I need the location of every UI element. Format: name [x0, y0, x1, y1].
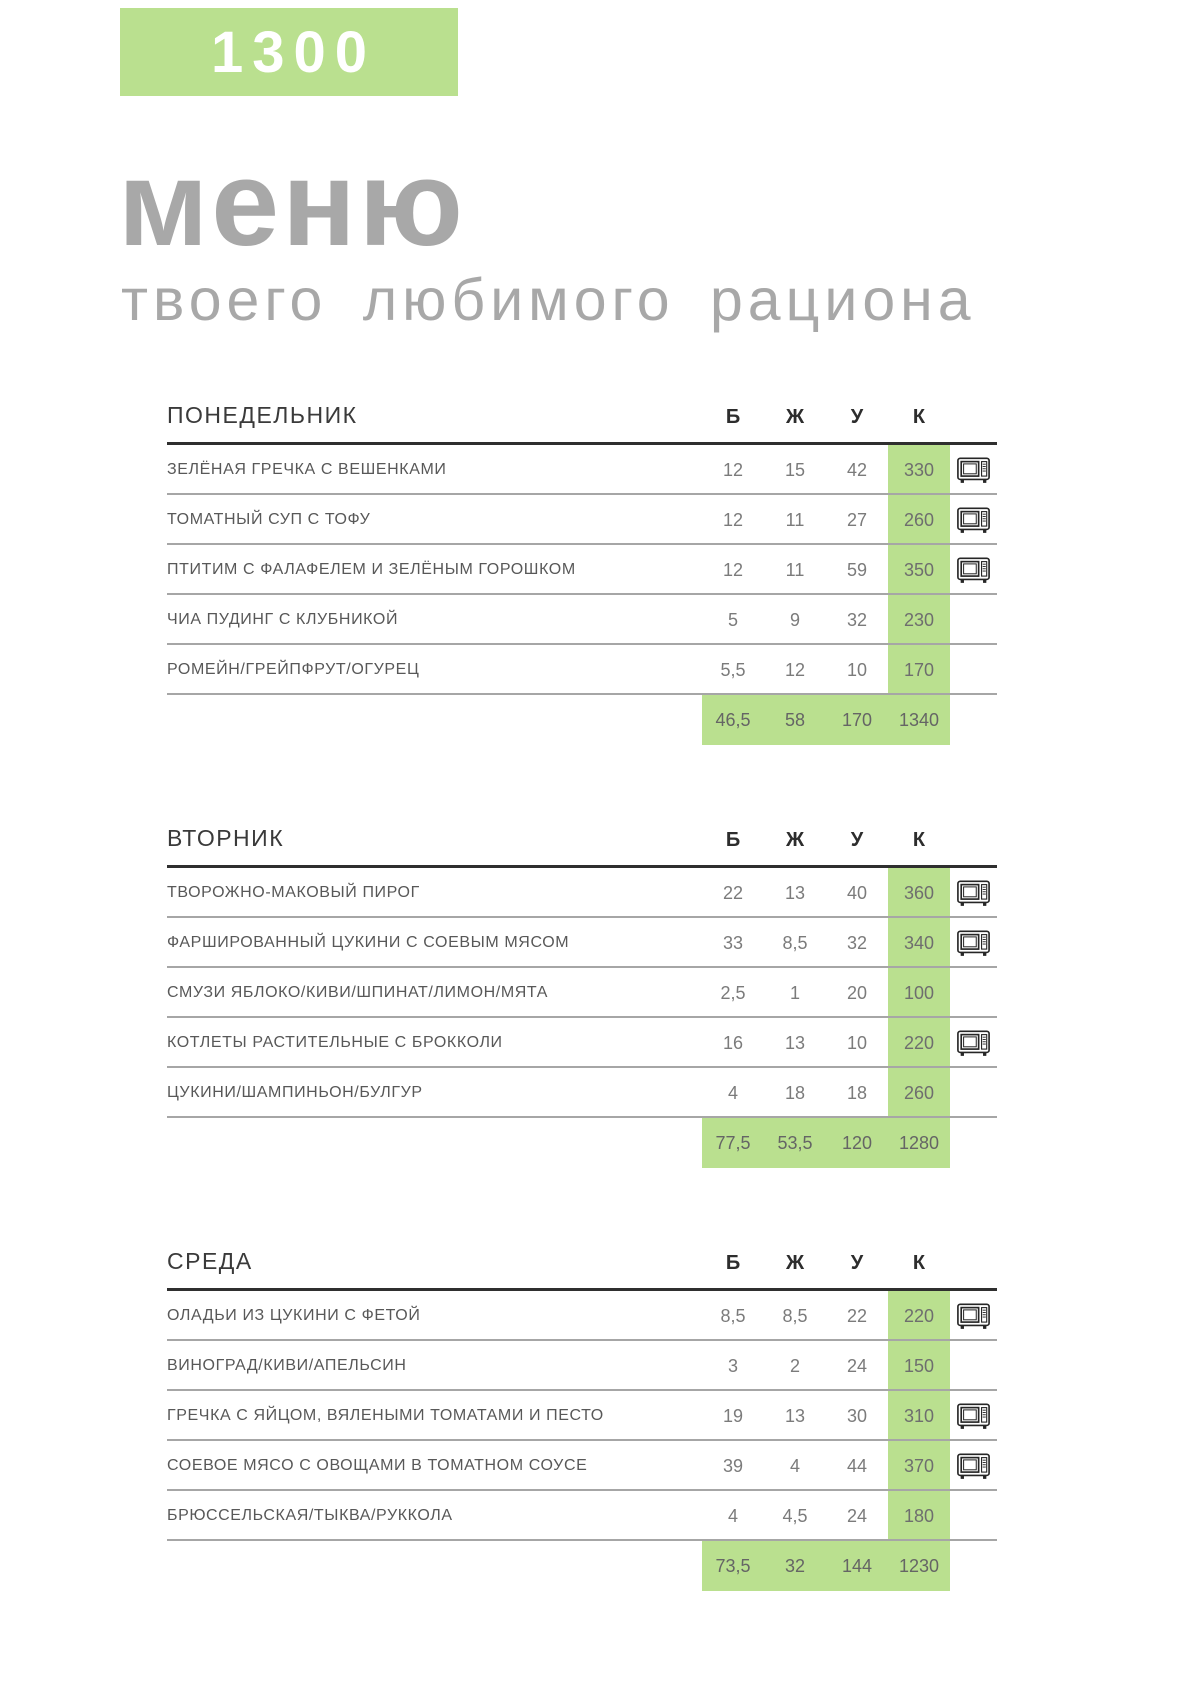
- column-header-calories: К: [912, 406, 926, 428]
- protein-value: 39: [722, 1455, 744, 1476]
- heat-icon-cell: [950, 1303, 997, 1330]
- totals-row: [167, 695, 997, 745]
- calories-value: 350: [888, 545, 950, 595]
- column-header-protein: Б: [725, 829, 741, 851]
- fat-value: 2: [789, 1355, 800, 1376]
- dish-name: СМУЗИ ЯБЛОКО/КИВИ/ШПИНАТ/ЛИМОН/МЯТА: [167, 984, 549, 1001]
- total-protein: 46,5: [702, 695, 764, 745]
- day-table: [167, 1235, 997, 1591]
- column-header-protein: Б: [725, 1252, 741, 1274]
- dish-name: ОЛАДЬИ ИЗ ЦУКИНИ С ФЕТОЙ: [167, 1307, 421, 1324]
- protein-value: 19: [722, 1405, 744, 1426]
- carbs-value: 40: [846, 882, 868, 903]
- dish-name: ЦУКИНИ/ШАМПИНЬОН/БУЛГУР: [167, 1084, 423, 1101]
- heat-icon-cell: [950, 930, 997, 957]
- dish-name: СОЕВОЕ МЯСО С ОВОЩАМИ В ТОМАТНОМ СОУСЕ: [167, 1457, 588, 1474]
- protein-value: 16: [722, 1032, 744, 1053]
- day-name: СРЕДА: [167, 1248, 253, 1274]
- carbs-value: 22: [846, 1305, 868, 1326]
- dish-name: РОМЕЙН/ГРЕЙПФРУТ/ОГУРЕЦ: [167, 661, 420, 678]
- calories-value: 260: [888, 1068, 950, 1118]
- calories-value: 360: [888, 868, 950, 918]
- heat-icon-cell: [950, 457, 997, 484]
- carbs-value: 32: [846, 609, 868, 630]
- carbs-value: 27: [846, 509, 868, 530]
- calories-value: 330: [888, 445, 950, 495]
- table-header: [167, 1235, 997, 1291]
- carbs-value: 32: [846, 932, 868, 953]
- microwave-icon: [957, 1030, 990, 1057]
- dish-name: БРЮССЕЛЬСКАЯ/ТЫКВА/РУККОЛА: [167, 1507, 453, 1524]
- fat-value: 8,5: [782, 932, 808, 953]
- total-carbs: 170: [826, 695, 888, 745]
- total-calories: 1340: [888, 695, 950, 745]
- microwave-icon: [957, 507, 990, 534]
- table-row: [167, 1068, 997, 1118]
- column-header-protein: Б: [725, 406, 741, 428]
- dish-name: ПТИТИМ С ФАЛАФЕЛЕМ И ЗЕЛЁНЫМ ГОРОШКОМ: [167, 561, 576, 578]
- microwave-icon: [957, 1403, 990, 1430]
- protein-value: 12: [722, 509, 744, 530]
- day-name: ВТОРНИК: [167, 825, 285, 851]
- heat-icon-cell: [950, 557, 997, 584]
- microwave-icon: [957, 1303, 990, 1330]
- fat-value: 18: [784, 1082, 806, 1103]
- dish-name: ТВОРОЖНО-МАКОВЫЙ ПИРОГ: [167, 884, 420, 901]
- protein-value: 5,5: [720, 659, 746, 680]
- column-header-fat: Ж: [785, 406, 805, 428]
- heat-icon-cell: [950, 1030, 997, 1057]
- heat-icon-cell: [950, 1453, 997, 1480]
- protein-value: 4: [727, 1505, 738, 1526]
- fat-value: 4: [789, 1455, 800, 1476]
- table-row: [167, 495, 997, 545]
- calories-value: 260: [888, 495, 950, 545]
- table-row: [167, 645, 997, 695]
- heat-icon-cell: [950, 880, 997, 907]
- calories-value: 170: [888, 645, 950, 695]
- table-row: [167, 1391, 997, 1441]
- column-header-fat: Ж: [785, 829, 805, 851]
- table-rows: [167, 868, 997, 1118]
- calories-value: 340: [888, 918, 950, 968]
- fat-value: 1: [789, 982, 800, 1003]
- calories-value: 230: [888, 595, 950, 645]
- column-header-calories: К: [912, 1252, 926, 1274]
- calorie-badge-label: 1300: [210, 19, 377, 85]
- table-row: [167, 1341, 997, 1391]
- total-fat: 32: [764, 1541, 826, 1591]
- day-table: [167, 812, 997, 1168]
- calories-value: 220: [888, 1291, 950, 1341]
- column-header-carbs: У: [850, 1252, 864, 1274]
- protein-value: 12: [722, 459, 744, 480]
- fat-value: 13: [784, 1032, 806, 1053]
- table-row: [167, 968, 997, 1018]
- calories-value: 100: [888, 968, 950, 1018]
- column-header-calories: К: [912, 829, 926, 851]
- calories-value: 310: [888, 1391, 950, 1441]
- total-fat: 53,5: [764, 1118, 826, 1168]
- microwave-icon: [957, 1453, 990, 1480]
- menu-title: меню: [118, 135, 466, 271]
- totals-row: [167, 1541, 997, 1591]
- calories-value: 370: [888, 1441, 950, 1491]
- fat-value: 8,5: [782, 1305, 808, 1326]
- table-header: [167, 812, 997, 868]
- dish-name: ТОМАТНЫЙ СУП С ТОФУ: [167, 511, 371, 528]
- table-row: [167, 595, 997, 645]
- total-carbs: 144: [826, 1541, 888, 1591]
- heat-icon-cell: [950, 507, 997, 534]
- table-rows: [167, 445, 997, 695]
- column-header-fat: Ж: [785, 1252, 805, 1274]
- carbs-value: 42: [846, 459, 868, 480]
- protein-value: 2,5: [720, 982, 746, 1003]
- table-row: [167, 1441, 997, 1491]
- total-calories: 1280: [888, 1118, 950, 1168]
- fat-value: 4,5: [782, 1505, 808, 1526]
- calorie-badge: [120, 8, 458, 96]
- microwave-icon: [957, 930, 990, 957]
- carbs-value: 20: [846, 982, 868, 1003]
- carbs-value: 59: [846, 559, 868, 580]
- carbs-value: 10: [846, 1032, 868, 1053]
- fat-value: 12: [784, 659, 806, 680]
- table-row: [167, 1291, 997, 1341]
- protein-value: 5: [727, 609, 738, 630]
- fat-value: 15: [784, 459, 806, 480]
- protein-value: 12: [722, 559, 744, 580]
- dish-name: ЧИА ПУДИНГ С КЛУБНИКОЙ: [167, 611, 399, 628]
- table-row: [167, 545, 997, 595]
- total-carbs: 120: [826, 1118, 888, 1168]
- protein-value: 22: [722, 882, 744, 903]
- carbs-value: 10: [846, 659, 868, 680]
- total-calories: 1230: [888, 1541, 950, 1591]
- fat-value: 11: [785, 509, 805, 530]
- table-row: [167, 445, 997, 495]
- table-rows: [167, 1291, 997, 1541]
- carbs-value: 24: [846, 1355, 868, 1376]
- dish-name: ФАРШИРОВАННЫЙ ЦУКИНИ С СОЕВЫМ МЯСОМ: [167, 934, 570, 951]
- dish-name: КОТЛЕТЫ РАСТИТЕЛЬНЫЕ С БРОККОЛИ: [167, 1034, 503, 1051]
- total-fat: 58: [764, 695, 826, 745]
- table-row: [167, 868, 997, 918]
- calories-value: 220: [888, 1018, 950, 1068]
- fat-value: 13: [784, 882, 806, 903]
- table-row: [167, 1491, 997, 1541]
- carbs-value: 18: [846, 1082, 868, 1103]
- table-header: [167, 389, 997, 445]
- total-protein: 77,5: [702, 1118, 764, 1168]
- table-row: [167, 1018, 997, 1068]
- table-row: [167, 918, 997, 968]
- fat-value: 13: [784, 1405, 806, 1426]
- carbs-value: 44: [846, 1455, 868, 1476]
- protein-value: 33: [722, 932, 744, 953]
- menu-subtitle: твоего любимого рациона: [121, 267, 976, 333]
- calories-value: 150: [888, 1341, 950, 1391]
- dish-name: ЗЕЛЁНАЯ ГРЕЧКА С ВЕШЕНКАМИ: [167, 461, 447, 478]
- calories-value: 180: [888, 1491, 950, 1541]
- microwave-icon: [957, 457, 990, 484]
- column-header-carbs: У: [850, 406, 864, 428]
- dish-name: ВИНОГРАД/КИВИ/АПЕЛЬСИН: [167, 1357, 407, 1374]
- dish-name: ГРЕЧКА С ЯЙЦОМ, ВЯЛЕНЫМИ ТОМАТАМИ И ПЕСТО: [167, 1407, 604, 1424]
- protein-value: 8,5: [720, 1305, 746, 1326]
- day-table: [167, 389, 997, 745]
- day-name: ПОНЕДЕЛЬНИК: [167, 402, 358, 428]
- carbs-value: 24: [846, 1505, 868, 1526]
- protein-value: 3: [727, 1355, 738, 1376]
- totals-row: [167, 1118, 997, 1168]
- protein-value: 4: [727, 1082, 738, 1103]
- total-protein: 73,5: [702, 1541, 764, 1591]
- fat-value: 9: [789, 609, 800, 630]
- carbs-value: 30: [846, 1405, 868, 1426]
- fat-value: 11: [785, 559, 805, 580]
- microwave-icon: [957, 557, 990, 584]
- microwave-icon: [957, 880, 990, 907]
- menu-tables: [167, 389, 997, 1658]
- column-header-carbs: У: [850, 829, 864, 851]
- heat-icon-cell: [950, 1403, 997, 1430]
